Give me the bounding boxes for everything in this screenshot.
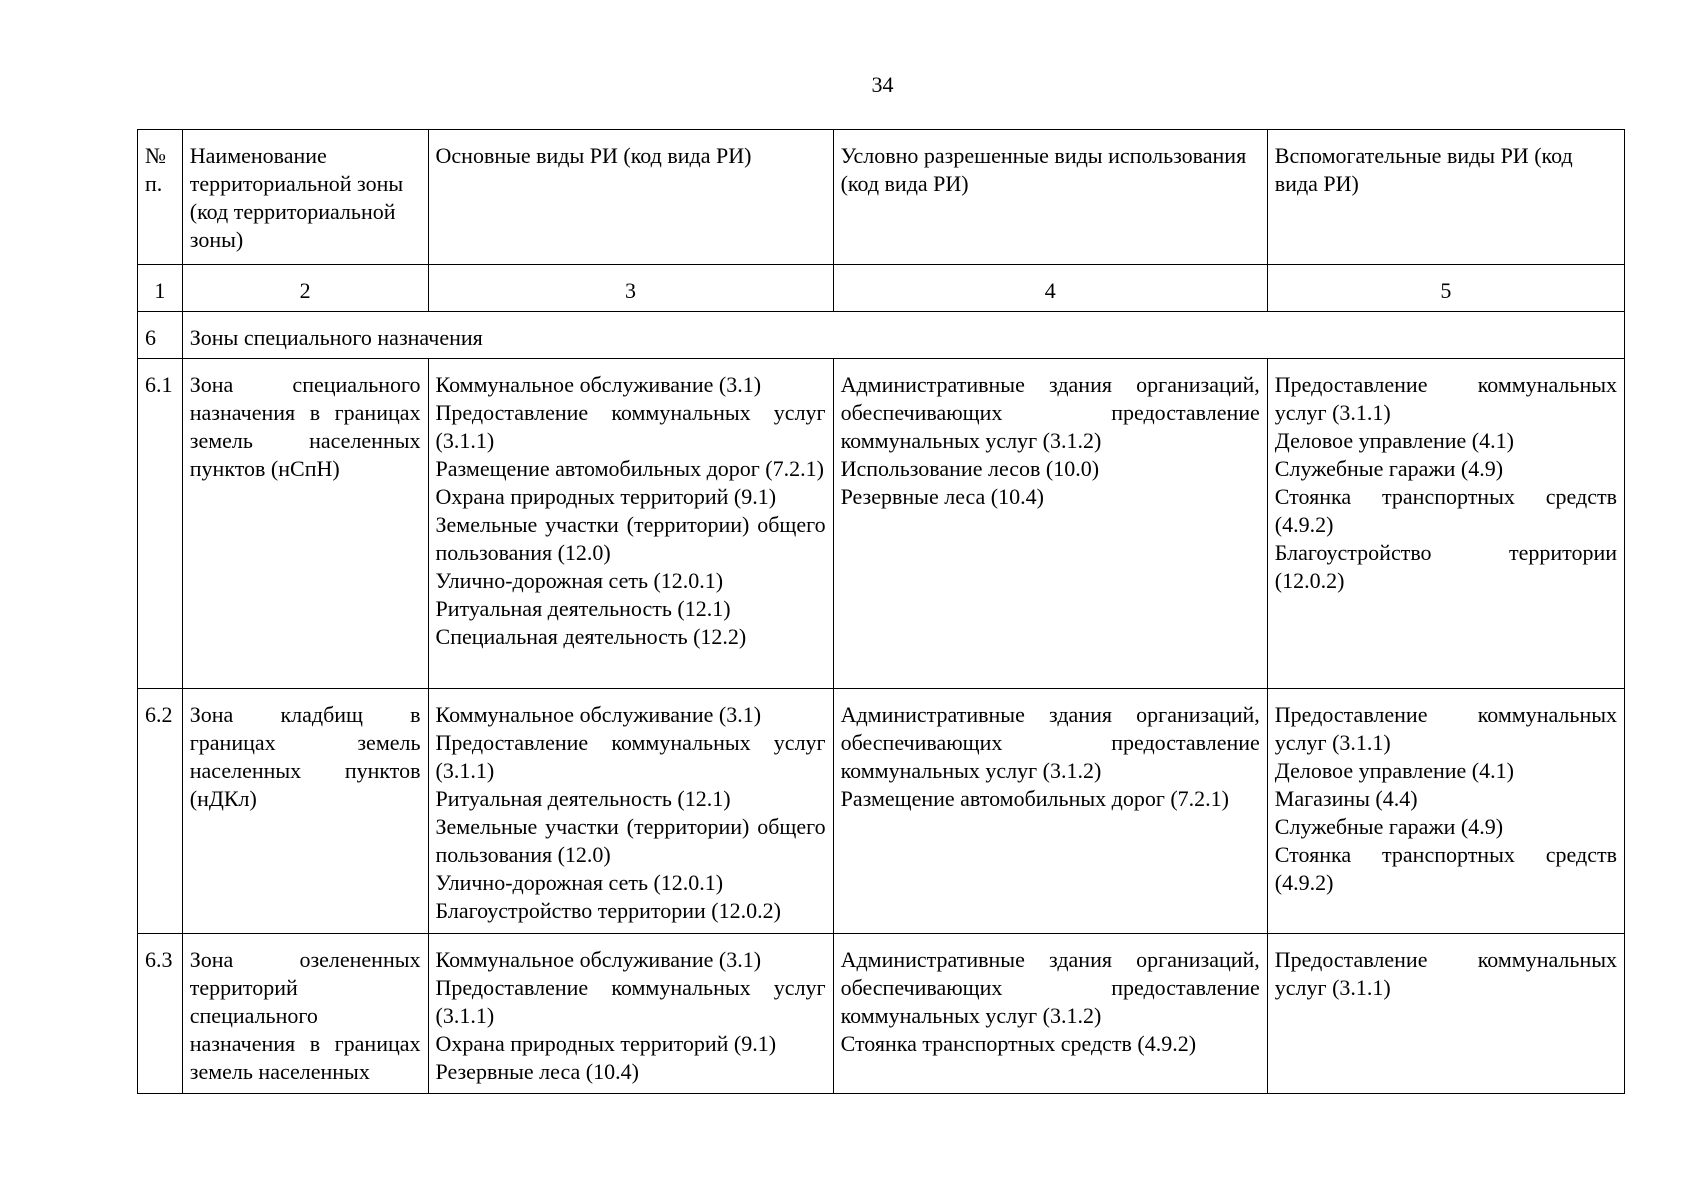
section-row <box>138 312 1625 359</box>
conditional-use-item: Административные здания организаций, обеспечивающих предоставление коммунальных услуг (3.1.2) <box>840 947 1260 1028</box>
conditional-use-item: Административные здания организаций, обеспечивающих предоставление коммунальных услуг (3.1.2) <box>840 372 1260 453</box>
main-use-item: Резервные леса (10.4) <box>435 1059 639 1084</box>
column-number: 5 <box>1267 265 1624 312</box>
conditional-uses-cell <box>833 359 1267 689</box>
table-row <box>138 359 1625 689</box>
header-auxiliary-uses: Вспомогательные виды РИ (код вида РИ) <box>1267 130 1624 265</box>
main-use-item: Земельные участки (территории) общего пользования (12.0) <box>435 814 826 867</box>
auxiliary-use-item: Деловое управление (4.1) <box>1274 428 1514 453</box>
main-use-item: Ритуальная деятельность (12.1) <box>435 596 731 621</box>
conditional-use-item: Размещение автомобильных дорог (7.2.1) <box>840 786 1229 811</box>
conditional-uses-cell <box>833 689 1267 934</box>
table-row <box>138 689 1625 934</box>
column-number: 1 <box>138 265 183 312</box>
main-use-item: Охрана природных территорий (9.1) <box>435 484 777 509</box>
auxiliary-use-item: Магазины (4.4) <box>1274 786 1418 811</box>
main-uses-cell <box>428 689 833 934</box>
conditional-use-item: Использование лесов (10.0) <box>840 456 1100 481</box>
header-row <box>138 130 1625 265</box>
main-use-item: Предоставление коммунальных услуг (3.1.1) <box>435 730 826 783</box>
main-use-item: Предоставление коммунальных услуг (3.1.1) <box>435 400 826 453</box>
section-title: Зоны специального назначения <box>182 312 1624 359</box>
header-conditional-uses: Условно разрешенные виды использования (код вида РИ) <box>833 130 1267 265</box>
main-use-item: Коммунальное обслуживание (3.1) <box>435 702 762 727</box>
zones-table <box>137 129 1625 1094</box>
auxiliary-uses-cell <box>1267 359 1624 689</box>
conditional-uses-cell <box>833 934 1267 1094</box>
page-number: 34 <box>871 72 894 97</box>
auxiliary-use-item: Предоставление коммунальных услуг (3.1.1) <box>1274 702 1617 755</box>
conditional-use-item: Стоянка транспортных средств (4.9.2) <box>840 1031 1197 1056</box>
main-use-item: Ритуальная деятельность (12.1) <box>435 786 731 811</box>
table-row <box>138 934 1625 1094</box>
header-number: № п. <box>138 130 183 265</box>
row-number: 6.2 <box>138 689 183 934</box>
auxiliary-uses-cell <box>1267 689 1624 934</box>
main-use-item: Специальная деятельность (12.2) <box>435 624 747 649</box>
column-number: 3 <box>428 265 833 312</box>
main-use-item: Улично-дорожная сеть (12.0.1) <box>435 568 724 593</box>
auxiliary-use-item: Предоставление коммунальных услуг (3.1.1) <box>1274 372 1617 425</box>
zone-name: Зона озелененных территорий специального назначения в границах земель населенных <box>182 934 428 1094</box>
header-zone-name: Наименование территориальной зоны (код территориальной зоны) <box>182 130 428 265</box>
auxiliary-use-item: Служебные гаражи (4.9) <box>1274 814 1504 839</box>
zone-name: Зона кладбищ в границах земель населенных пунктов (нДКл) <box>182 689 428 934</box>
auxiliary-uses-cell <box>1267 934 1624 1094</box>
main-use-item: Коммунальное обслуживание (3.1) <box>435 372 762 397</box>
conditional-use-item: Административные здания организаций, обеспечивающих предоставление коммунальных услуг (3.1.2) <box>840 702 1260 783</box>
auxiliary-use-item: Деловое управление (4.1) <box>1274 758 1514 783</box>
auxiliary-use-item: Благоустройство территории (12.0.2) <box>1274 540 1617 593</box>
main-use-item: Благоустройство территории (12.0.2) <box>435 898 781 923</box>
row-number: 6.3 <box>138 934 183 1094</box>
column-number-row <box>138 265 1625 312</box>
auxiliary-use-item: Стоянка транспортных средств (4.9.2) <box>1274 842 1617 895</box>
section-number: 6 <box>138 312 183 359</box>
zone-name: Зона специального назначения в границах земель населенных пунктов (нСпН) <box>182 359 428 689</box>
conditional-use-item: Резервные леса (10.4) <box>840 484 1044 509</box>
main-use-item: Земельные участки (территории) общего пользования (12.0) <box>435 512 826 565</box>
column-number: 2 <box>182 265 428 312</box>
main-use-item: Улично-дорожная сеть (12.0.1) <box>435 870 724 895</box>
main-uses-cell <box>428 359 833 689</box>
main-use-item: Размещение автомобильных дорог (7.2.1) <box>435 456 824 481</box>
auxiliary-use-item: Служебные гаражи (4.9) <box>1274 456 1504 481</box>
main-use-item: Охрана природных территорий (9.1) <box>435 1031 777 1056</box>
auxiliary-use-item: Предоставление коммунальных услуг (3.1.1) <box>1274 947 1617 1000</box>
auxiliary-use-item: Стоянка транспортных средств (4.9.2) <box>1274 484 1617 537</box>
main-use-item: Коммунальное обслуживание (3.1) <box>435 947 762 972</box>
main-use-item: Предоставление коммунальных услуг (3.1.1) <box>435 975 826 1028</box>
row-number: 6.1 <box>138 359 183 689</box>
column-number: 4 <box>833 265 1267 312</box>
header-main-uses: Основные виды РИ (код вида РИ) <box>428 130 833 265</box>
main-uses-cell <box>428 934 833 1094</box>
